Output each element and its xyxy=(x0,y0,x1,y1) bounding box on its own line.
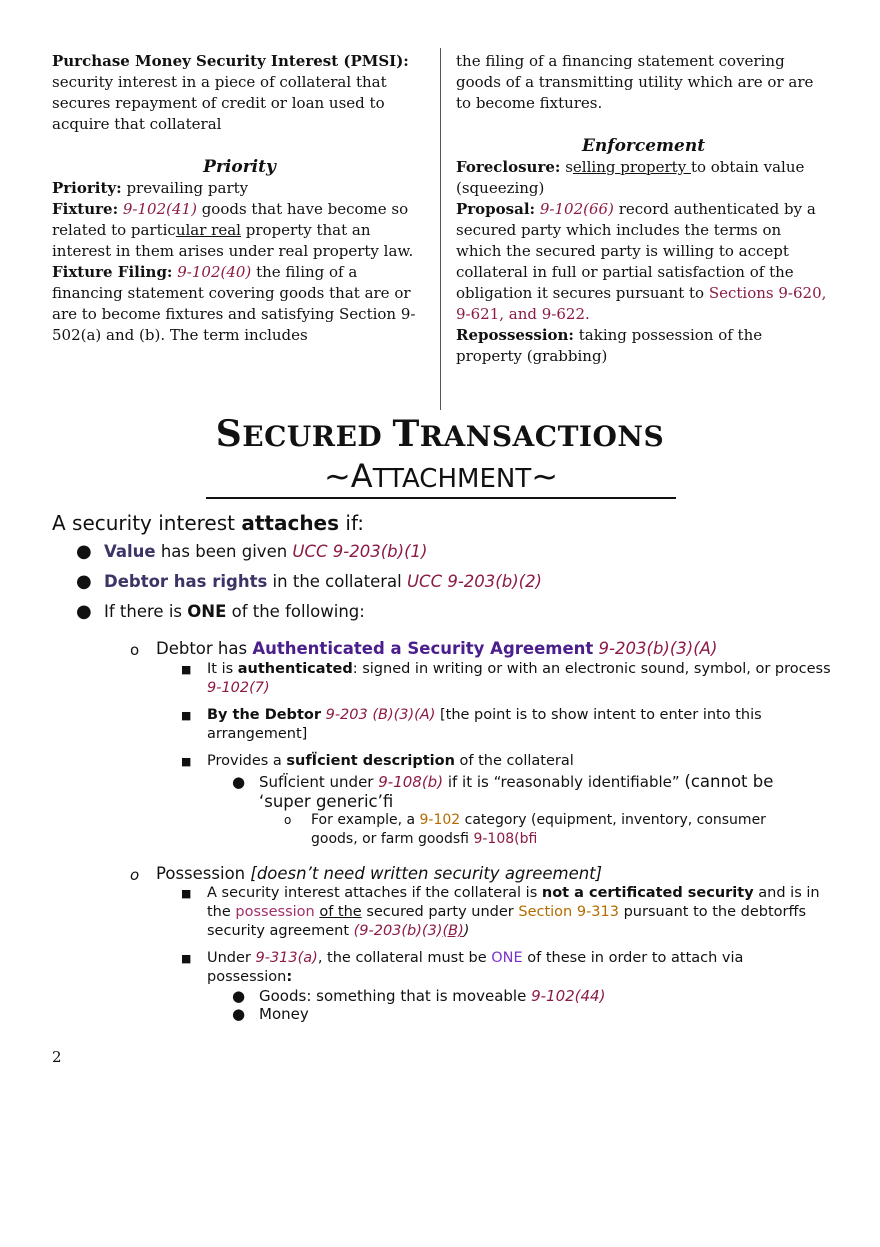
right-column xyxy=(456,51,831,367)
bullet-icon: ● xyxy=(232,773,246,791)
enforcement-heading: Enforcement xyxy=(581,136,706,156)
bullet-icon: ● xyxy=(76,601,92,622)
fixture-definition: Fixture: 9-102(41) goods that have become so related to particular real property that an interest in them arises under real property law. xyxy=(52,200,414,260)
bullet-icon: ● xyxy=(76,541,92,562)
pmsi-definition: Purchase Money Security Interest (PMSI): security interest in a piece of collateral that secures repayment of credit or loan used to acquire that collateral xyxy=(52,52,409,133)
pmsi-term: Purchase Money Security Interest (PMSI): xyxy=(52,52,409,70)
page-title: SECURED TRANSACTIONS xyxy=(215,413,665,455)
square-bullet-icon: ■ xyxy=(181,755,192,768)
square-bullet-icon: ■ xyxy=(181,952,192,965)
foreclosure-definition: Foreclosure: selling property to obtain value (squeezing) xyxy=(456,158,805,197)
repossession-definition: Repossession: taking possession of the property (grabbing) xyxy=(456,326,763,365)
square-bullet-icon: ■ xyxy=(181,887,192,900)
bullet-icon: ● xyxy=(232,987,246,1005)
sections-citation: Sections 9-620, 9-621, and 9-622. xyxy=(456,284,827,323)
citation: 9-102(41) xyxy=(122,200,197,218)
page-subtitle: ~ATTACHMENT~ xyxy=(206,458,676,499)
fixture-filing-continued: the filing of a financing statement covering goods of a transmitting utility which are or are to become fixtures. xyxy=(456,52,814,112)
fixture-filing-definition: Fixture Filing: 9-102(40) the filing of a financing statement covering goods that are or are to become fixtures and satisfying Section 9-502(a) and (b). The term includes xyxy=(52,263,416,344)
document-page: Purchase Money Security Interest (PMSI): security interest in a piece of collateral that secures repayment of credit or loan used to acquire that collateral Priority Priority: prevailing party Fixture: 9-102(41) goods that have become so related to particular real property that an interest in them arises under real property law. Fixture Filing: 9-102(40) the filing of a financing statement covering goods that are or are to become fixtures and satisfying Section 9-502(a) and (b). The term includes the filing of a financing statement covering goods of a transmitting utility which are or are to become fixtures. Enforcement Foreclosure: selling property to obtain value (squeezing) Proposal: 9-102(66) record authenticated by a secured party which includes the terms on which the secured party is willing to accept collateral in full or partial satisfaction of the obligation it secures pursuant to Sections 9-620, 9-621, and 9-622. Repossession: taking possession of the property (grabbing) SECURED TRANSACTIONS ~ATTACHMENT~ A security interest attaches if: ● Value has been given UCC 9-203(b)(1) ● Debtor has rights in the collateral UCC 9-203(b)(2) ● If there is ONE of the following: o Debtor has Authenticated a Security Agreement 9-203(b)(3)(A) ■ It is authenticated: signed in writing or with an electronic sound, symbol, or process 9-102(7) ■ By the Debtor 9-203 (B)(3)(A) [the point is to show intent to enter into this arrangement] ■ Provides a sufÏcient description of the collateral ● SufÏcient under 9-108(b) if it is “reasonably identifiable” (cannot be ‘super generic’ﬁ o For example, a 9-102 category (equipment, inventory, consumer goods, or farm goodsﬁ 9-108(bﬁ o Possession [doesn’t need written security agreement] ■ A security interest attaches if the collateral is not a certificated security and is in the possession of the secured party under Section 9-313 pursuant to the debtorﬀs security agreement (9-203(b)(3)(B)) ■ Under 9-313(a), the collateral must be ONE of these in order to attach via possession: ● Goods: something that is moveable 9-102(44) ● Money 2 xyxy=(0,0,880,1247)
hollow-bullet-icon: o xyxy=(130,641,140,659)
square-bullet-icon: ■ xyxy=(181,709,192,722)
hollow-bullet-icon: o xyxy=(130,866,140,884)
priority-definition: Priority: prevailing party xyxy=(52,179,249,197)
citation: 9-102(40) xyxy=(177,263,252,281)
left-column xyxy=(52,51,427,346)
priority-heading: Priority xyxy=(203,157,276,177)
bullet-icon: ● xyxy=(232,1005,246,1023)
intro-line: A security interest attaches if: xyxy=(52,511,365,535)
proposal-definition: Proposal: 9-102(66) record authenticated by a secured party which includes the terms on which the secured party is willing to accept collateral in full or partial satisfaction of the obligation it secures pursuant to Sections 9-620, 9-621, and 9-622. xyxy=(456,200,827,323)
column-divider xyxy=(440,48,441,410)
citation: 9-102(66) xyxy=(539,200,614,218)
square-bullet-icon: ■ xyxy=(181,663,192,676)
bullet-icon: ● xyxy=(76,571,92,592)
page-number: 2 xyxy=(52,1048,62,1066)
hollow-bullet-icon: o xyxy=(284,813,292,827)
